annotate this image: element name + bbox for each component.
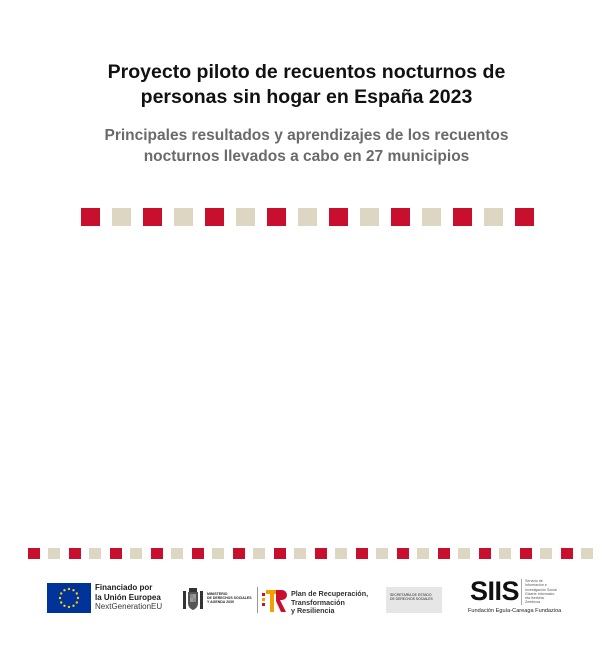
decor-square bbox=[484, 208, 503, 226]
decor-square bbox=[233, 548, 245, 559]
decor-square bbox=[479, 548, 491, 559]
siis-side-line-4: Gizarte Informazio bbox=[525, 591, 555, 596]
decor-square bbox=[335, 548, 347, 559]
decor-square bbox=[274, 548, 286, 559]
siis-logo: SIIS bbox=[470, 576, 520, 606]
siis-side-line-6: Zerbitzua bbox=[525, 600, 540, 605]
secretaria-line-2: DE DERECHOS SOCIALES bbox=[390, 597, 433, 602]
title-line-2: personas sin hogar en España 2023 bbox=[140, 86, 473, 108]
decor-square bbox=[112, 208, 131, 226]
decor-square bbox=[540, 548, 552, 559]
decor-square bbox=[143, 208, 162, 226]
prtr-line-3: y Resiliencia bbox=[291, 606, 335, 616]
decor-square bbox=[329, 208, 348, 226]
subtitle-line-2: nocturnos llevados a cabo en 27 municipios bbox=[143, 148, 470, 165]
decor-square bbox=[130, 548, 142, 559]
decor-square bbox=[48, 548, 60, 559]
decor-square bbox=[81, 208, 100, 226]
decor-square bbox=[315, 548, 327, 559]
page-subtitle bbox=[0, 125, 613, 167]
siis-side-line-1: Servicio de bbox=[525, 579, 543, 583]
decor-square bbox=[28, 548, 40, 559]
ministerio-line-3: Y AGENDA 2030 bbox=[207, 600, 234, 605]
secretaria-line-1: SECRETARÍA DE ESTADO bbox=[390, 593, 432, 597]
decor-square bbox=[212, 548, 224, 559]
decor-square bbox=[151, 548, 163, 559]
ministerio-line-2: DE DERECHOS SOCIALES bbox=[207, 596, 252, 601]
prtr-line-1: Plan de Recuperación, bbox=[291, 589, 369, 598]
decor-square bbox=[171, 548, 183, 559]
prtr-line-2: Transformación bbox=[291, 597, 345, 607]
siis-side-text bbox=[521, 579, 573, 605]
decor-square bbox=[356, 548, 368, 559]
decor-square bbox=[520, 548, 532, 559]
subtitle-line-1: Principales resultados y aprendizajes de los recuentos bbox=[104, 127, 509, 144]
eu-line-1: Financiado por bbox=[95, 583, 153, 592]
eu-line-3: NextGenerationEU bbox=[95, 602, 163, 611]
prtr-text bbox=[291, 590, 368, 616]
eu-flag-icon bbox=[47, 583, 91, 613]
page-title bbox=[0, 60, 613, 110]
siis-foundation-text: Fundación Eguía-Careaga Fundazioa bbox=[468, 608, 562, 614]
decor-square bbox=[205, 208, 224, 226]
decor-square bbox=[236, 208, 255, 226]
decor-square bbox=[110, 548, 122, 559]
decor-square bbox=[515, 208, 534, 226]
decor-square bbox=[581, 548, 593, 559]
title-line-1: Proyecto piloto de recuentos nocturnos de bbox=[107, 61, 506, 83]
decor-square bbox=[174, 208, 193, 226]
decor-square bbox=[458, 548, 470, 559]
decor-square bbox=[561, 548, 573, 559]
decor-square bbox=[298, 208, 317, 226]
decor-square bbox=[417, 548, 429, 559]
decor-square bbox=[294, 548, 306, 559]
secretaria-logo bbox=[386, 587, 442, 613]
ministerio-text bbox=[207, 592, 257, 605]
decor-square bbox=[422, 208, 441, 226]
decor-square bbox=[453, 208, 472, 226]
spain-coat-of-arms-icon bbox=[181, 587, 205, 618]
siis-side-line-2: Información e bbox=[525, 583, 547, 588]
decor-square bbox=[267, 208, 286, 226]
siis-side-line-5: eta Ikerketa bbox=[525, 596, 544, 601]
decor-square bbox=[253, 548, 265, 559]
eu-line-2: la Unión Europea bbox=[95, 592, 161, 602]
logo-divider bbox=[257, 587, 258, 613]
decor-square bbox=[391, 208, 410, 226]
decor-square bbox=[438, 548, 450, 559]
prtr-logo-icon bbox=[262, 589, 288, 618]
eu-funding-text bbox=[95, 583, 162, 612]
decor-square bbox=[89, 548, 101, 559]
decor-square bbox=[376, 548, 388, 559]
siis-side-line-3: Investigación Social bbox=[525, 587, 557, 592]
decor-square bbox=[69, 548, 81, 559]
decor-square bbox=[499, 548, 511, 559]
decor-square bbox=[397, 548, 409, 559]
ministerio-line-1: MINISTERIO bbox=[207, 592, 228, 596]
decor-square bbox=[192, 548, 204, 559]
decor-square bbox=[360, 208, 379, 226]
